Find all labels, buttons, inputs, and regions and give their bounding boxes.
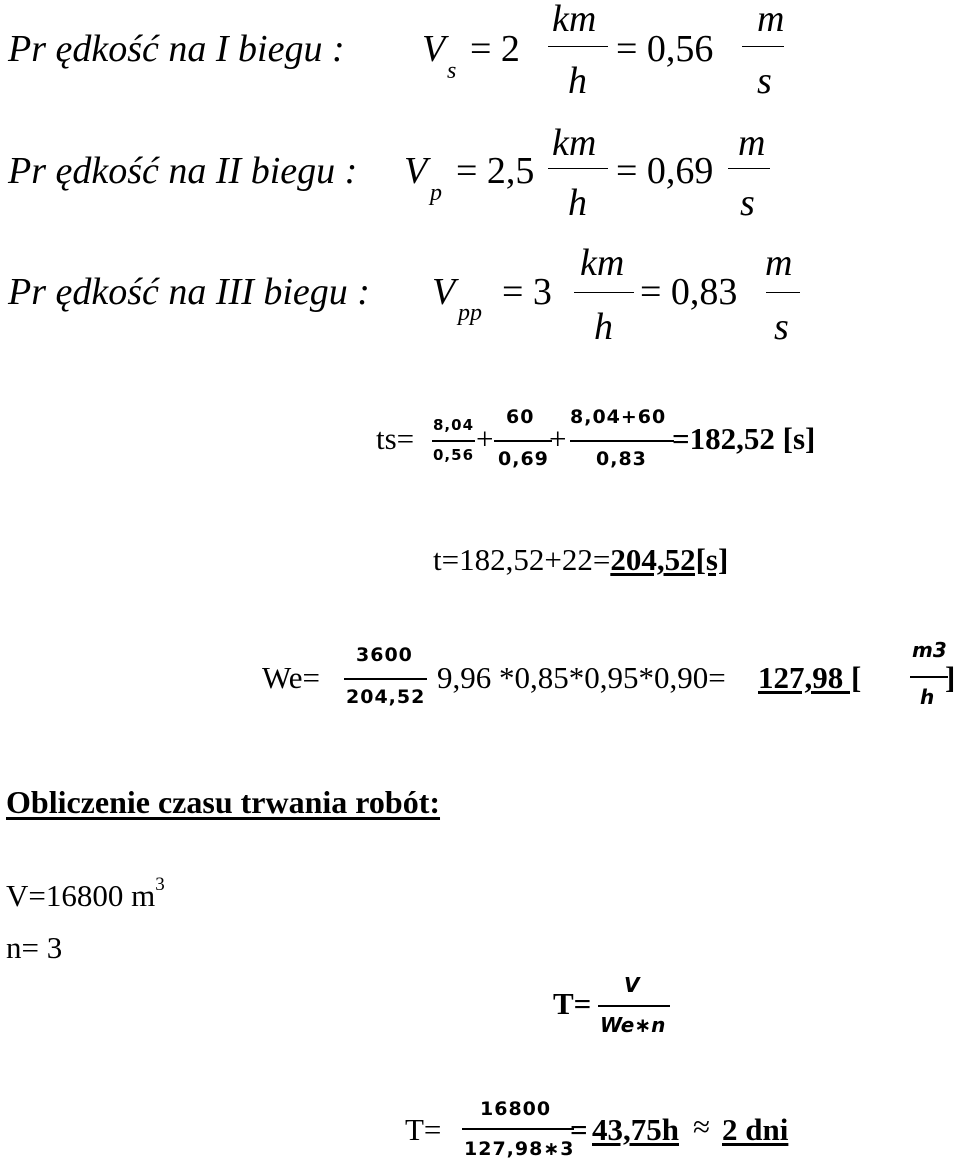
t-total-equation [433, 544, 728, 575]
gear2-velocity-subscript: p [430, 180, 442, 206]
gear3-velocity-subscript: pp [458, 300, 482, 326]
gear1-eq1: = 2 [470, 28, 520, 70]
gear3-fraction2-line [766, 292, 800, 293]
gear2-velocity-symbol: V [404, 150, 428, 192]
given-volume-text: V=16800 m [6, 878, 156, 913]
gear2-den2: s [740, 182, 755, 224]
we-fraction-den: 204,52 [346, 686, 426, 708]
gear1-fraction1-line [548, 46, 608, 47]
formula-T-label: T= [553, 986, 592, 1021]
we-product: 9,96 *0,85*0,95*0,90= [437, 660, 726, 695]
ts-fraction3-line [570, 440, 674, 442]
calc-T-equals: = [570, 1112, 588, 1147]
we-label: We= [262, 660, 321, 695]
gear1-den2: s [757, 60, 772, 102]
ts-fraction1-line [432, 440, 475, 442]
ts-fraction1-num: 8,04 [433, 416, 475, 434]
we-unit-line [910, 676, 948, 678]
gear3-eq2: = 0,83 [640, 271, 738, 313]
gear2-den1: h [568, 182, 587, 224]
gear3-fraction1-line [574, 292, 634, 293]
gear2-eq1: = 2,5 [456, 150, 535, 192]
we-unit-num: m3 [912, 638, 947, 662]
gear1-fraction2-line [742, 46, 784, 47]
section-heading: Obliczenie czasu trwania robót: [6, 784, 441, 820]
ts-result: =182,52 [s] [672, 421, 816, 456]
ts-fraction3-num: 8,04+60 [570, 406, 667, 428]
gear2-eq2: = 0,69 [616, 150, 714, 192]
ts-fraction2-num: 60 [506, 406, 535, 428]
gear1-den1: h [568, 60, 587, 102]
gear1-eq2: = 0,56 [616, 28, 714, 70]
we-fraction-line [344, 678, 427, 680]
gear1-velocity-subscript: s [447, 58, 457, 84]
gear2-num1: km [552, 122, 597, 164]
gear3-den2: s [774, 306, 789, 348]
gear1-velocity-symbol: V [422, 28, 446, 70]
gear3-eq1: = 3 [502, 271, 552, 313]
calc-T-line [462, 1128, 574, 1130]
ts-label: ts= [376, 421, 415, 456]
calc-T-days: 2 dni [722, 1112, 789, 1147]
gear3-num2: m [765, 242, 793, 284]
formula-T-den: We∗n [600, 1013, 666, 1037]
we-unit-den: h [920, 685, 935, 709]
given-volume [6, 874, 165, 913]
gear2-fraction1-line [548, 168, 608, 169]
gear2-label: Pr ędkość na II biegu : [8, 150, 358, 192]
gear2-num2: m [738, 122, 766, 164]
ts-plus1: + [476, 421, 494, 456]
formula-T-line [598, 1005, 670, 1007]
gear2-fraction2-line [728, 168, 770, 169]
ts-fraction2-line [494, 440, 552, 442]
gear3-den1: h [594, 306, 613, 348]
given-volume-sup: 3 [155, 874, 165, 895]
we-result: 127,98 [ [758, 660, 862, 695]
calc-T-label: T= [405, 1112, 442, 1147]
formula-T-num: V [624, 973, 640, 997]
ts-fraction3-den: 0,83 [596, 448, 647, 470]
calc-T-num: 16800 [480, 1098, 552, 1120]
calc-T-approx: ≈ [693, 1109, 711, 1144]
gear1-label: Pr ędkość na I biegu : [8, 28, 345, 70]
we-close: ] [945, 660, 956, 695]
gear1-num2: m [757, 0, 785, 40]
calc-T-result: 43,75h [592, 1112, 679, 1147]
gear3-num1: km [580, 242, 625, 284]
given-n: n= 3 [6, 930, 63, 965]
we-fraction-num: 3600 [356, 644, 413, 666]
ts-plus2: + [549, 421, 567, 456]
calc-T-den: 127,98∗3 [464, 1138, 575, 1160]
t-total-prefix: t=182,52+22= [433, 542, 611, 577]
gear3-velocity-symbol: V [432, 271, 456, 313]
t-total-result: 204,52[s] [610, 542, 729, 577]
ts-fraction2-den: 0,69 [498, 448, 549, 470]
gear1-num1: km [552, 0, 597, 40]
ts-fraction1-den: 0,56 [433, 446, 475, 464]
gear3-label: Pr ędkość na III biegu : [8, 271, 370, 313]
